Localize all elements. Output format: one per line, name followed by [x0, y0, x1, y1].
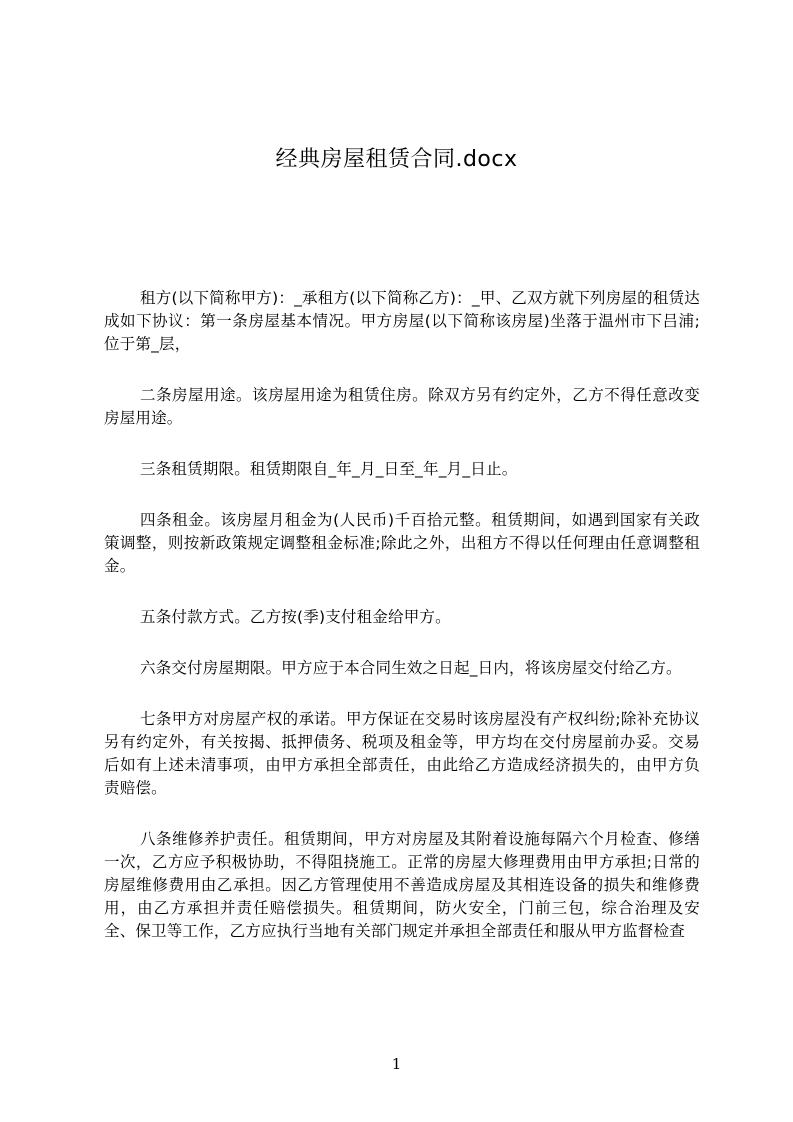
paragraph-5: 五条付款方式。乙方按(季)支付租金给甲方。 [140, 608, 451, 626]
paragraph-8: 八条维修养护责任。租赁期间，甲方对房屋及其附着设施每隔六个月检查、修缮一次，乙方应予积极协助，不得阻挠施工。正常的房屋大修理费用由甲方承担;日常的房屋维修费用由乙承担。因乙方管理使用不善造成房屋及其相连设备的损失和维修费用，由乙方承担并责任赔偿损失。租赁期间，防火安全，门前三包，综合治理及安全、保卫等工作，乙方应执行当地有关部门规定并承担全部责任和服从甲方监督检查 [104, 830, 700, 940]
paragraph-3: 三条租赁期限。租赁期限自_年_月_日至_年_月_日止。 [140, 460, 518, 478]
paragraph-7: 七条甲方对房屋产权的承诺。甲方保证在交易时该房屋没有产权纠纷;除补充协议另有约定外，有关按揭、抵押债务、税项及租金等，甲方均在交付房屋前办妥。交易后如有上述未清事项，由甲方承担全部责任，由此给乙方造成经济损失的，由甲方负责赔偿。 [104, 710, 700, 797]
page-number: 1 [391, 1055, 402, 1073]
paragraph-1: 租方(以下简称甲方)：_承租方(以下简称乙方)：_甲、乙双方就下列房屋的租赁达成如下协议：第一条房屋基本情况。甲方房屋(以下简称该房屋)坐落于温州市下吕浦;位于第_层， [104, 289, 700, 353]
paragraph-2: 二条房屋用途。该房屋用途为租赁住房。除双方另有约定外，乙方不得任意改变房屋用途。 [104, 386, 700, 427]
document-body [104, 287, 700, 971]
document-title: 经典房屋租赁合同.docx [275, 147, 518, 172]
paragraph-4: 四条租金。该房屋月租金为(人民币)千百拾元整。租赁期间，如遇到国家有关政策调整，则按新政策规定调整租金标准;除此之外，出租方不得以任何理由任意调整租金。 [104, 511, 700, 575]
paragraph-6: 六条交付房屋期限。甲方应于本合同生效之日起_日内，将该房屋交付给乙方。 [140, 659, 682, 677]
